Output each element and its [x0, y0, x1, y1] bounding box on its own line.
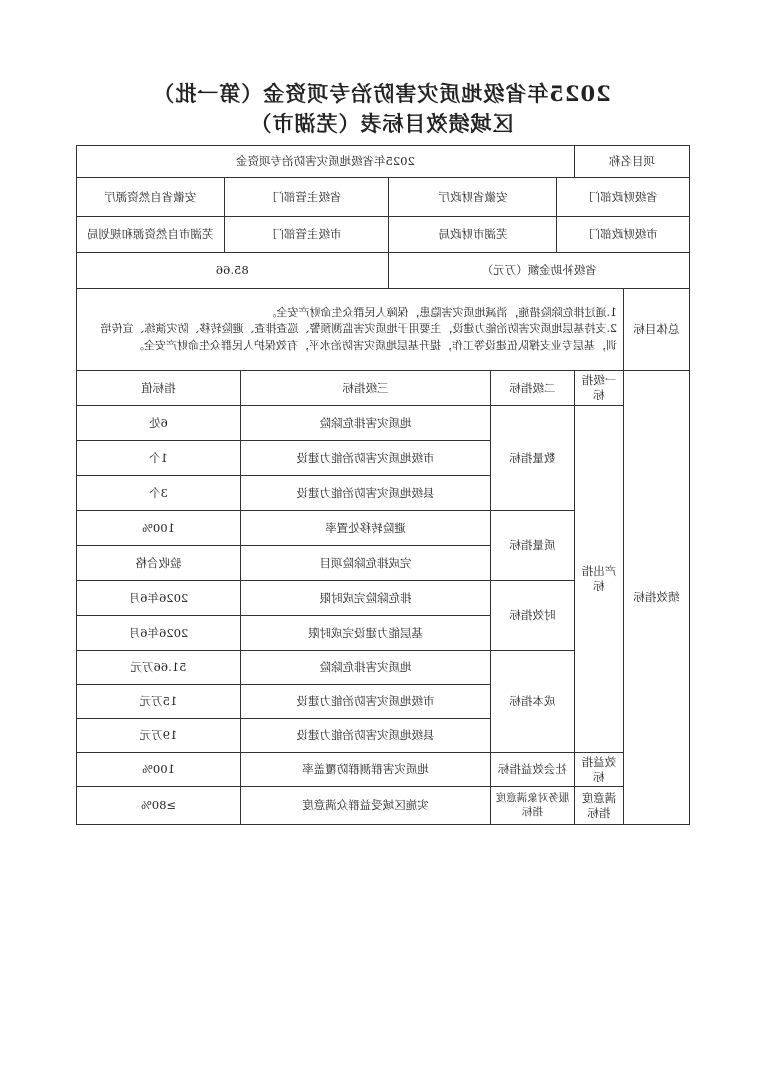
project-name-label: 项目名称: [575, 146, 690, 178]
indicator-name: 完成排危除险项目: [241, 546, 491, 581]
quality-indicators-label: 质量指标: [491, 511, 575, 581]
city-competent-label: 市级主管部门: [225, 217, 389, 252]
benefit-indicators-label: 效益指标: [575, 753, 624, 787]
prov-competent-value: 安徽省自然资源厅: [104, 189, 197, 204]
indicator-value: 100%: [76, 753, 240, 787]
social-benefit-label: 社会效益指标: [491, 753, 575, 787]
document-title-line1: 2025年省级地质灾害防治专项资金（第一批）: [152, 81, 611, 106]
subsidy-label: 省级补助金额（万元）: [389, 253, 689, 288]
indicator-value: 15万元: [76, 685, 240, 719]
timeliness-indicators-label: 时效指标: [491, 581, 575, 651]
indicator-name: 实施区域受益群众满意度: [241, 787, 491, 825]
indicator-name: 地质灾害排危除险: [241, 406, 491, 441]
indicator-name: 市级地质灾害防治能力建设: [241, 441, 491, 476]
goal-line-1: 1.通过排危除险措施，消减地质灾害隐患，保障人民群众生命财产安全。: [265, 305, 617, 319]
indicator-value: 51.66万元: [76, 651, 240, 685]
overall-goal-text: [76, 289, 623, 371]
indicator-value: 19万元: [76, 719, 240, 753]
indicator-name: 县级地质灾害防治能力建设: [241, 476, 491, 511]
col-value-header: 指标值: [76, 371, 240, 406]
indicator-name: 市级地质灾害防治能力建设: [241, 685, 491, 719]
indicator-value: ≥80%: [76, 787, 240, 825]
indicator-value: 3个: [76, 476, 240, 511]
subsidy-value: 85.66: [215, 263, 249, 278]
performance-target-table: [76, 145, 690, 825]
performance-indicators-label: 绩效指标: [624, 371, 690, 825]
indicator-name: 地质灾害排危除险: [241, 651, 491, 685]
satisfaction-indicators-label: 满意度指标: [575, 787, 624, 825]
indicator-value: 1个: [76, 441, 240, 476]
indicator-name: 避险转移处置率: [241, 511, 491, 546]
city-competent-value: 芜湖市自然资源和规划局: [87, 227, 214, 242]
document-title-line2: 区域绩效目标表（芜湖市）: [249, 111, 514, 136]
cost-indicators-label: 成本指标: [491, 651, 575, 753]
indicator-name: 基层能力建设完成时限: [241, 616, 491, 651]
indicator-value: 2026年6月: [76, 616, 240, 651]
quantity-indicators-label: 数量指标: [491, 406, 575, 511]
indicator-value: 6处: [76, 406, 240, 441]
col-level1-header: 一级指标: [575, 371, 624, 406]
prov-competent-label: 省级主管部门: [225, 178, 389, 216]
city-finance-value: 芜湖市财政局: [389, 217, 557, 252]
goal-line-2: 2.支持基层地质灾害防治能力建设，主要用于地质灾害监测预警、巡查排查、避险转移、防灾演练、宣传培训，基层专业支撑队伍建设等工作，提升基层地质灾害防治水平，有效保护人民群众生命财产安全。: [100, 322, 617, 352]
indicator-value: 2026年6月: [76, 581, 240, 616]
city-finance-label: 市级财政部门: [557, 217, 689, 252]
col-level2-header: 二级指标: [491, 371, 575, 406]
indicator-name: 排危除险完成时限: [241, 581, 491, 616]
overall-goal-label: 总体目标: [624, 289, 690, 371]
output-indicators-label: 产出指标: [575, 406, 624, 753]
indicator-value: 100%: [76, 511, 240, 546]
project-name-value: 2025年省级地质灾害防治专项资金: [76, 146, 574, 178]
prov-finance-label: 省级财政部门: [557, 178, 689, 216]
indicator-name: 县级地质灾害防治能力建设: [241, 719, 491, 753]
col-level3-header: 三级指标: [241, 371, 491, 406]
indicator-name: 地质灾害群测群防覆盖率: [241, 753, 491, 787]
indicator-value: 验收合格: [76, 546, 240, 581]
prov-finance-value: 安徽省财政厅: [389, 178, 557, 216]
service-satisfaction-label: 服务对象满意度指标: [491, 787, 575, 825]
